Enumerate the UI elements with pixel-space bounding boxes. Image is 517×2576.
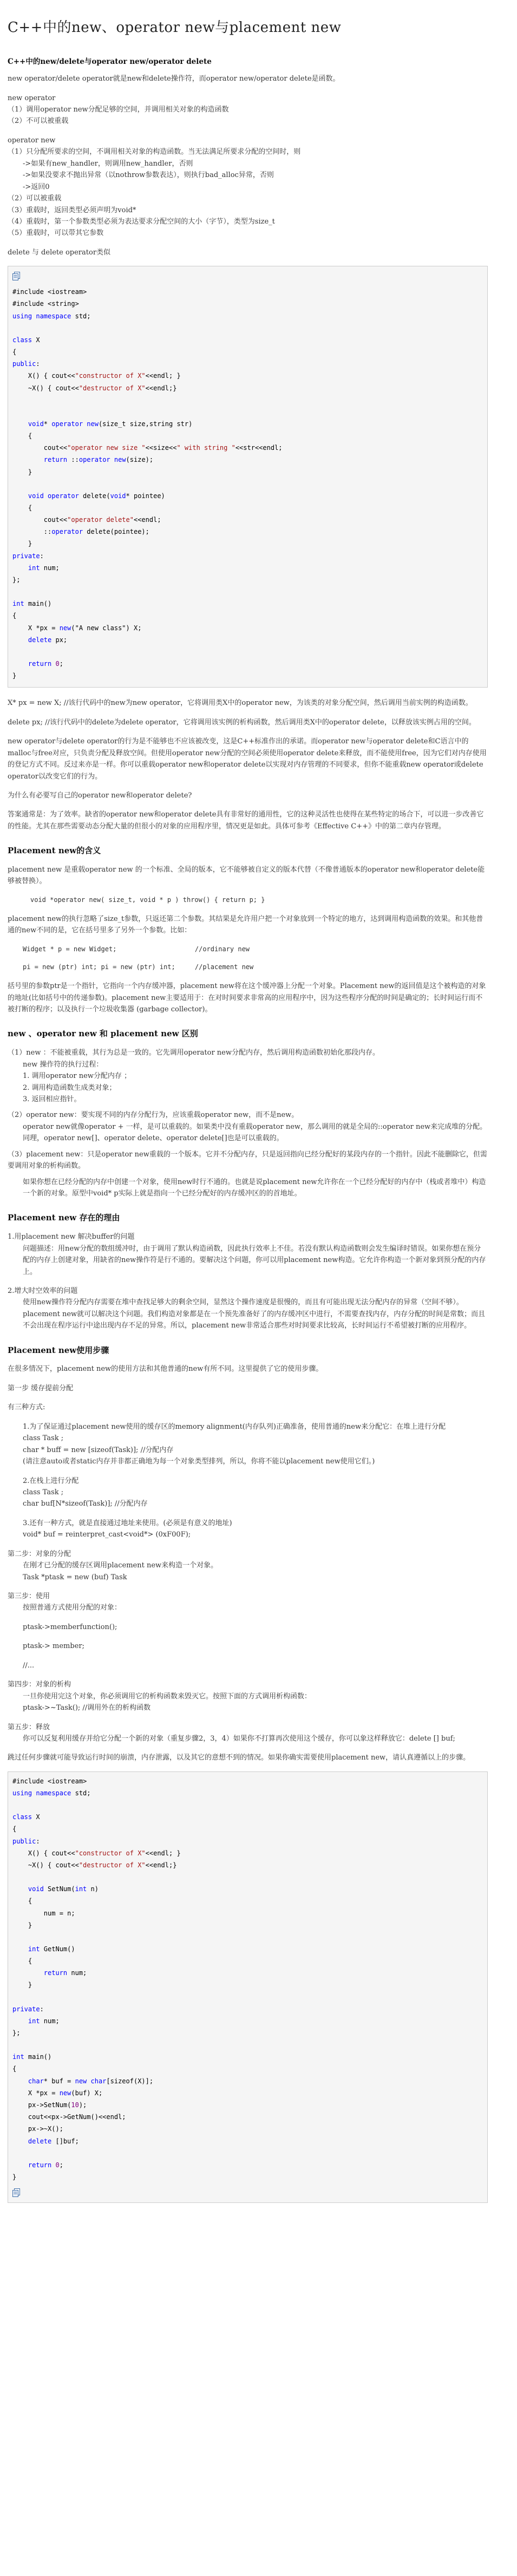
operator-new-item: ->如果没要求不抛出异常（以nothrow参数表达），则执行bad_alloc异常，否则 [23, 171, 274, 180]
step-text: 你可以反复利用缓存并给它分配一个新的对象（重复步骤2，3，4）如果你不打算再次使用这个缓存，你可以象这样释放它：delete [] buf; [23, 1734, 455, 1743]
code-line: { [12, 2065, 17, 2073]
step-text: ptask-> member; [23, 1642, 84, 1651]
paragraph: placement new的执行忽略了size_t参数，只返还第二个参数。其结果是允许用户把一个对象放到一个特定的地方，达到调用构造函数的效果。和其他普通的new不同的是，它在括号里多了另外一个参数。比如： [8, 914, 483, 935]
paragraph: placement new 是重载operator new 的一个标准、全局的版本，它不能够被自定义的版本代替（不像普通版本的operator new和operator delete能够被替换）。 [8, 866, 485, 886]
code-lines [12, 1775, 483, 2183]
code-line: #include <iostream> [12, 288, 87, 296]
paragraph: 问题描述：用new分配的数组缓冲时，由于调用了默认构造函数，因此执行效率上不佳。若没有默认构造函数则会发生编译时错误。如果你想在预分配的内存上创建对象，用缺省的new操作符是行不通的。要解决这个问题，你可以用placement new构造。它允许你构造一个新对象到预分配的内存上。 [23, 1244, 486, 1276]
code-line: X *px = new("A new class") X; [12, 624, 142, 632]
code-line: ::operator delete(pointee); [12, 528, 149, 536]
code-line: void* operator new(size_t size,string str) [12, 420, 193, 428]
code-line [12, 2039, 483, 2051]
code-line: #include <string> [12, 300, 79, 308]
step-text: 1.为了保证通过placement new使用的缓存区的memory alignment(内存队列)正确准备，使用普通的new来分配它：在堆上进行分配 [23, 1422, 446, 1431]
code-line: } [12, 1981, 32, 1989]
section-heading-reasons: Placement new 存在的理由 [8, 1213, 120, 1223]
code-line: } [12, 2173, 17, 2181]
paragraph: X* px = new X; //该行代码中的new为new operator，它将调用类X中的operator new，为该类的对象分配空间，然后调用当前实例的构造函数。 [8, 699, 473, 708]
code-line [12, 1991, 483, 2003]
code-line: return num; [12, 1969, 87, 1977]
paragraph: 括号里的参数ptr是一个指针，它指向一个内存缓冲器，placement new将在这个缓冲器上分配一个对象。Placement new的返回值是这个被构造的对象的地址(比如括号中的传递参数)。placement new主要适用于：在对时间要求非常高的应用程序中，因为这些程序分配的时间是确定的；长时间运行而不被打断的程序；以及执行一个垃圾收集器 (garbage collector)。 [8, 982, 486, 1014]
step-title: 第三步：使用 [8, 1592, 50, 1601]
code-line: { [12, 612, 17, 620]
code-line: { [12, 1897, 32, 1905]
code-line: int num; [12, 564, 60, 572]
code-block-2 [8, 1771, 488, 2203]
step-text: ptask->memberfunction(); [23, 1623, 117, 1631]
code-line: { [12, 1825, 17, 1833]
step-text: char buf[N*sizeof(Task)]; //分配内存 [23, 1500, 148, 1508]
operator-new-item: （3）重载时，返回类型必须声明为void* [8, 206, 136, 214]
step-text: 一旦你使用完这个对象，你必须调用它的析构函数来毁灭它。按照下面的方式调用析构函数： [23, 1692, 312, 1701]
step-text: //... [23, 1661, 35, 1670]
code-line: int num; [12, 2017, 60, 2025]
paragraph: new operator与delete operator的行为是不能够也不应该被改变，这是C++标准作出的承诺。而operator new与operator delete和C语言中的malloc与free对应，只负责分配及释放空间。但使用operator new分配的空间必须使用operator delete来释放，而不能使用free，因为它们对内存使用的登记方式不同。反过来亦是一样。你可以重载operator new和operator delete以实现对内存管理的不同要求，但你不能重载new operator或delete operator以改变它们的行为。 [8, 737, 487, 781]
new-operator-item: （2）不可以被重载 [8, 117, 69, 126]
code-line: ~X() { cout<<"destructor of X"<<endl;} [12, 384, 177, 392]
signature-line: void *operator new( size_t, void * p ) throw() { return p; } [30, 895, 265, 904]
copy-code-icon[interactable] [12, 272, 20, 280]
code-line: class X [12, 1813, 40, 1821]
copy-code-icon[interactable] [12, 2188, 20, 2197]
example-line: pi = new (ptr) int; pi = new (ptr) int; //placement new [23, 963, 254, 971]
code-line [12, 394, 483, 406]
code-lines [12, 286, 483, 682]
step-title: 第四步：对象的析构 [8, 1681, 71, 1689]
step-text: 按照普通方式使用分配的对象： [23, 1604, 122, 1612]
code-line: cout<<"operator delete"<<endl; [12, 516, 161, 524]
code-line: X() { cout<<"constructor of X"<<endl; } [12, 372, 181, 380]
step-text: (请注意auto或者static内存并非都正确地为每一个对象类型排列，所以，你将不能以placement new使用它们。) [23, 1457, 375, 1466]
section-heading-usage: Placement new使用步骤 [8, 1345, 109, 1355]
code-line [12, 478, 483, 490]
code-line: { [12, 348, 17, 356]
code-line: char* buf = new char[sizeof(X)]; [12, 2077, 154, 2085]
intro-heading: C++中的new/delete与operator new/operator delete [8, 57, 212, 66]
code-line: private: [12, 2005, 44, 2013]
step-text: class Task ; [23, 1488, 64, 1496]
paragraph: delete px; //该行代码中的delete为delete operator，它将调用该实例的析构函数，然后调用类X中的operator delete，以释放该实例占用的空间。 [8, 718, 476, 727]
code-line: #include <iostream> [12, 1777, 87, 1785]
code-line: delete px; [12, 636, 68, 644]
step-text: ptask->~Task(); //调用外在的析构函数 [23, 1704, 151, 1712]
list-item: （3）placement new：只是operator new重载的一个版本。它并不分配内存，只是返回指向已经分配好的某段内存的一个指针。因此不能删除它，但需要调用对象的析构函数。 [8, 1150, 487, 1171]
step-text: Task *ptask = new (buf) Task [23, 1573, 127, 1581]
step-text: 3.还有一种方式，就是直接通过地址来使用。(必须是有意义的地址) [23, 1519, 232, 1527]
code-line: { [12, 1957, 32, 1965]
code-line: return ::operator new(size); [12, 456, 154, 464]
code-line: { [12, 431, 32, 440]
code-line [12, 1799, 483, 1811]
paragraph: 使用new操作符分配内存需要在堆中查找足够大的剩余空间，显然这个操作速度是很慢的，而且有可能出现无法分配内存的异常（空间不够）。placement new就可以解决这个问题。我们构造对象都是在一个预先准备好了的内存缓冲区中进行，不需要查找内存，内存分配的时间是常数；而且不会出现在程序运行中途出现内存不足的异常。所以，placement new非常适合那些对时间要求比较高，长时间运行不希望被打断的应用程序。 [23, 1298, 486, 1330]
subheading: 2.增大时空效率的问题 [8, 1286, 78, 1295]
section-heading-difference: new 、operator new 和 placement new 区别 [8, 1029, 198, 1039]
code-line: delete []buf; [12, 2137, 79, 2145]
code-line: int main() [12, 600, 52, 608]
code-line: using namespace std; [12, 312, 91, 320]
operator-new-item: （5）重载时，可以带其它参数 [8, 229, 104, 238]
code-line: return 0; [12, 659, 63, 668]
code-line: } [12, 540, 32, 548]
step-text: 2.在栈上进行分配 [23, 1476, 79, 1485]
operator-new-item: （2）可以被重载 [8, 194, 62, 203]
code-line [12, 646, 483, 658]
operator-new-item: ->返回0 [23, 182, 50, 191]
code-line: px->SetNum(10); [12, 2101, 87, 2109]
list-item: 1. 调用operator new分配内存 ； [23, 1072, 132, 1081]
code-line: using namespace std; [12, 1789, 91, 1797]
list-item: 3. 返回相应指针。 [23, 1095, 81, 1103]
subheading: 1.用placement new 解决buffer的问题 [8, 1233, 135, 1241]
code-line: } [12, 468, 32, 476]
intro-paragraph: new operator/delete operator就是new和delete操作符，而operator new/operator delete是函数。 [8, 75, 340, 83]
code-line: num = n; [12, 1909, 75, 1917]
page-title: C++中的new、operator new与placement new [8, 19, 342, 36]
step-text: 有三种方式: [8, 1403, 45, 1412]
code-line: private: [12, 552, 44, 560]
list-item: 如果你想在已经分配的内存中创建一个对象，使用new时行不通的。也就是说placement new允许你在一个已经分配好的内存中（栈或者堆中）构造一个新的对象。原型中void* p实际上就是指向一个已经分配好的内存缓冲区的的首地址。 [23, 1178, 486, 1198]
code-line: cout<<px->GetNum()<<endl; [12, 2113, 126, 2121]
code-line: void operator delete(void* pointee) [12, 492, 165, 500]
code-line [12, 1871, 483, 1883]
step-title: 第五步：释放 [8, 1723, 50, 1731]
step-text: void* buf = reinterpret_cast<void*> (0xF00F); [23, 1531, 191, 1539]
operator-new-item: （1）只分配所要求的空间，不调用相关对象的构造函数。当无法满足所要求分配的空间时，则 [8, 148, 301, 156]
code-line: X() { cout<<"constructor of X"<<endl; } [12, 1849, 181, 1857]
paragraph: 跳过任何步骤就可能导致运行时间的崩溃，内存泄露，以及其它的意想不到的情况。如果你确实需要使用placement new，请认真遵循以上的步骤。 [8, 1754, 470, 1762]
step-title: 第二步：对象的分配 [8, 1549, 71, 1558]
code-line: { [12, 504, 32, 512]
code-line: int main() [12, 2053, 52, 2061]
code-line: ~X() { cout<<"destructor of X"<<endl;} [12, 1861, 177, 1869]
code-line: X *px = new(buf) X; [12, 2089, 103, 2097]
list-item: 2. 调用构造函数生成类对象； [23, 1083, 116, 1092]
code-line: }; [12, 576, 21, 584]
code-line: class X [12, 336, 40, 344]
list-item: operator new就像operator + 一样，是可以重载的。如果类中没有重载operator new，那么调用的就是全局的::operator new来完成堆的分配。同理，operator new[]、operator delete、operator delete[]也是可以重载的。 [23, 1122, 487, 1143]
code-line: px->~X(); [12, 2125, 63, 2133]
code-line [12, 586, 483, 598]
list-item: new 操作符的执行过程： [23, 1060, 103, 1069]
code-line: } [12, 672, 17, 680]
operator-new-item: （4）重载时，第一个参数类型必须为表达要求分配空间的大小（字节），类型为size_t [8, 217, 275, 226]
list-item: （1）new ：不能被重载，其行为总是一致的。它先调用operator new分配内存，然后调用构造函数初始化那段内存。 [8, 1049, 379, 1057]
example-caption: delete 与 delete operator类似 [8, 248, 111, 257]
code-line [12, 322, 483, 334]
code-line: return 0; [12, 2161, 63, 2169]
new-operator-item: （1）调用operator new分配足够的空间，并调用相关对象的构造函数 [8, 106, 229, 114]
paragraph: 答案通常是：为了效率。缺省的operator new和operator delete具有非常好的通用性，它的这种灵活性也使得在某些特定的场合下，可以进一步改善它的性能。尤其在那些需要动态分配大量的但很小的对象的应用程序里，情况更是如此。具体可参考《Effective C++》中的第二章内存管理。 [8, 810, 484, 831]
code-line: public: [12, 360, 40, 368]
code-block-1 [8, 266, 488, 688]
paragraph: 在很多情况下，placement new的使用方法和其他普通的new有所不同。这里提供了它的使用步骤。 [8, 1365, 323, 1374]
code-line [12, 406, 483, 418]
code-line: public: [12, 1837, 40, 1845]
example-line: Widget * p = new Widget; //ordinary new [23, 945, 250, 953]
step-title: 第一步 缓存提前分配 [8, 1384, 74, 1392]
operator-new-title: operator new [8, 136, 56, 145]
code-line: void SetNum(int n) [12, 1885, 99, 1893]
step-text: class Task ; [23, 1434, 64, 1443]
code-line: } [12, 1921, 32, 1929]
code-line: }; [12, 2029, 21, 2037]
code-line [12, 1931, 483, 1943]
new-operator-title: new operator [8, 94, 56, 102]
step-text: 在刚才已分配的缓存区调用placement new来构造一个对象。 [23, 1561, 218, 1570]
list-item: （2）operator new：要实现不同的内存分配行为，应该重载operator new，而不是new。 [8, 1111, 299, 1120]
operator-new-item: ->如果有new_handler，则调用new_handler，否则 [23, 159, 193, 168]
code-line [12, 2147, 483, 2159]
paragraph: 为什么有必要写自己的operator new和operator delete? [8, 791, 192, 800]
code-line: cout<<"operator new size "<<size<<" with string "<<str<<endl; [12, 444, 283, 452]
section-heading-placement: Placement new的含义 [8, 846, 101, 856]
code-line: int GetNum() [12, 1945, 75, 1953]
step-text: char * buff = new [sizeof(Task)]; //分配内存 [23, 1446, 174, 1454]
